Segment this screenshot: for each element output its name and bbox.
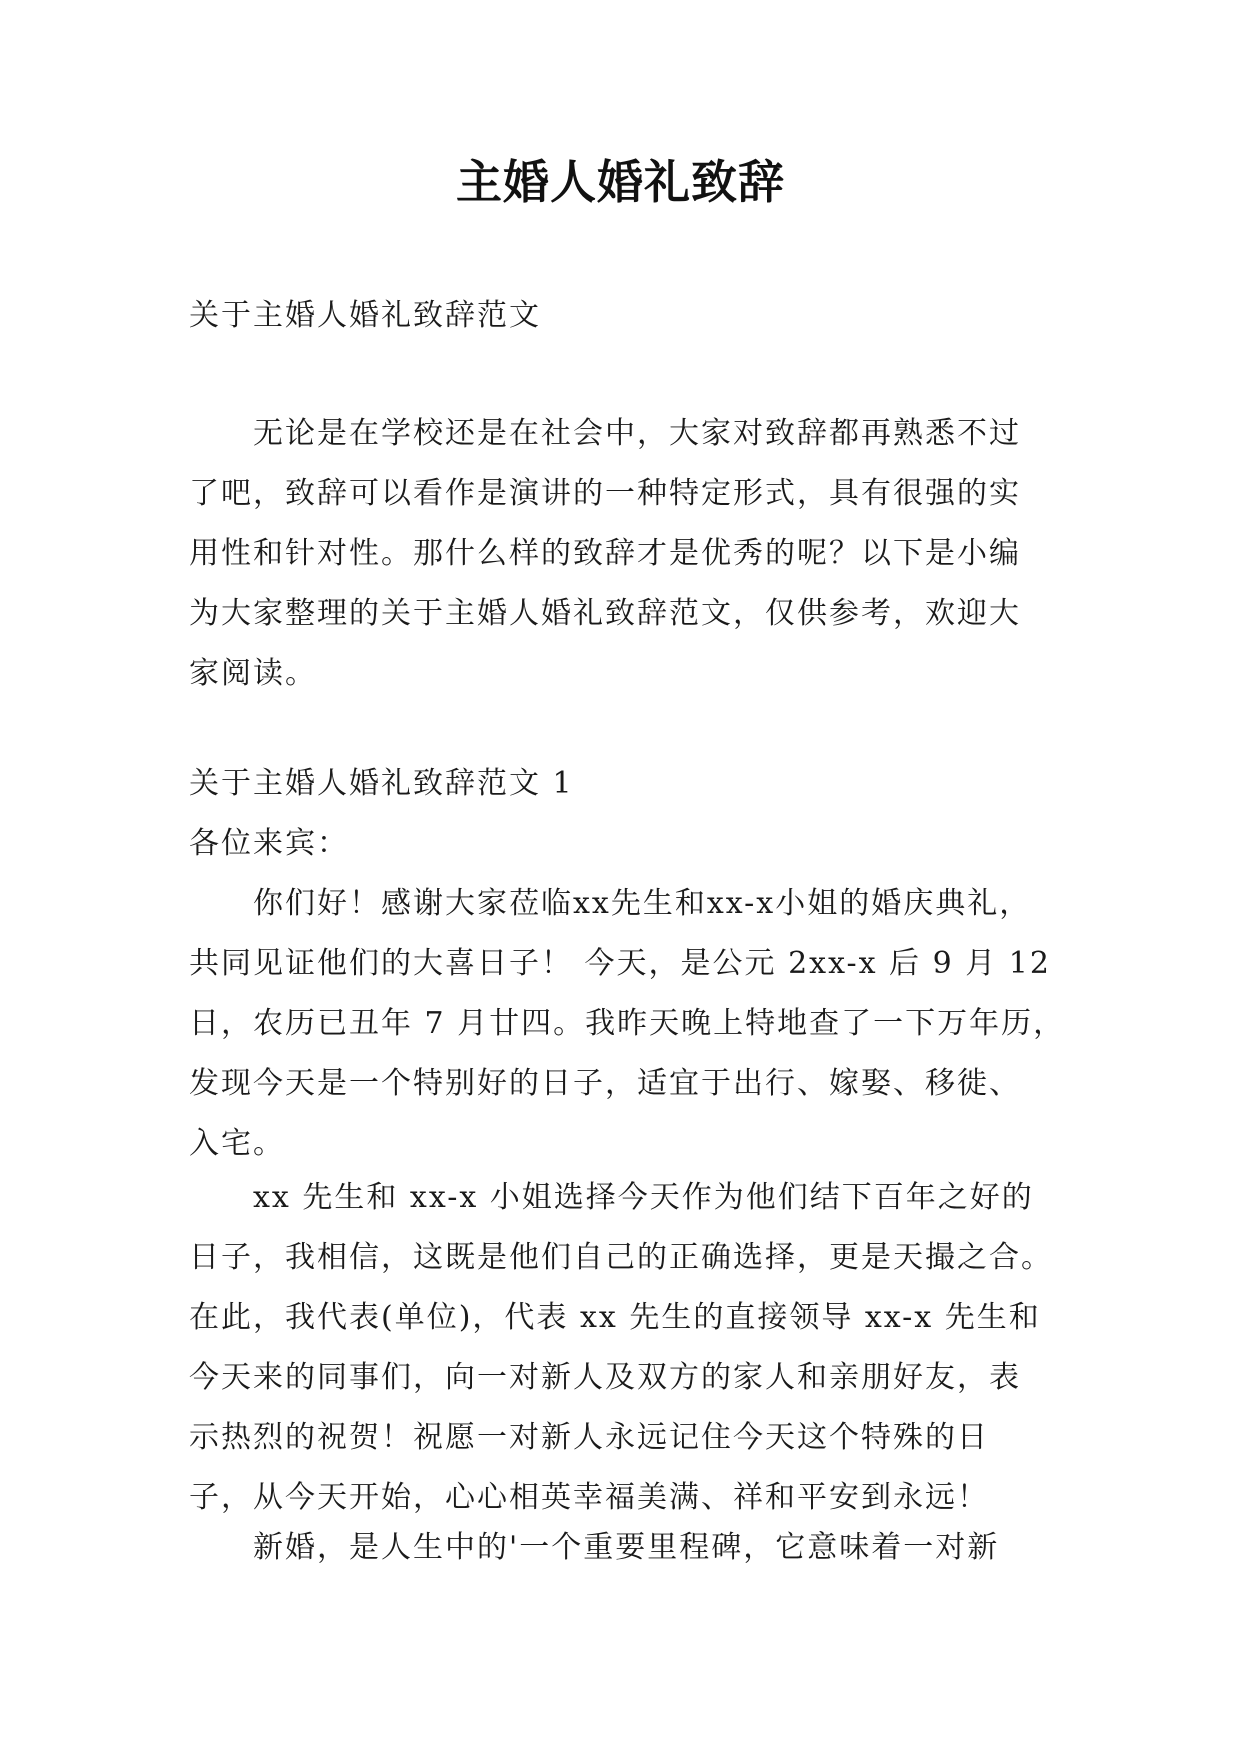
paragraph-line: 日，农历已丑年 7 月廿四。我昨天晚上特地查了一下万年历， — [189, 1006, 1066, 1041]
paragraph-line: 入宅。 — [189, 1126, 285, 1161]
intro-line: 了吧，致辞可以看作是演讲的一种特定形式，具有很强的实 — [189, 476, 1021, 511]
paragraph-line: 在此，我代表(单位)，代表 xx 先生的直接领导 xx-x 先生和 — [189, 1300, 1041, 1335]
paragraph-2 — [189, 1168, 1069, 1528]
paragraph-line: xx 先生和 xx-x 小姐选择今天作为他们结下百年之好的 — [253, 1180, 1034, 1215]
intro-line: 家阅读。 — [189, 656, 317, 691]
section-heading: 关于主婚人婚礼致辞范文 1 — [189, 766, 574, 801]
paragraph-3 — [189, 1518, 1069, 1578]
paragraph-line: 你们好！感谢大家莅临xx先生和xx-x小姐的婚庆典礼， — [253, 886, 1032, 921]
intro-paragraph — [189, 404, 1069, 704]
paragraph-line: 新婚，是人生中的'一个重要里程碑，它意味着一对新 — [253, 1530, 1000, 1565]
paragraph-1 — [189, 874, 1069, 1174]
paragraph-line: 示热烈的祝贺！祝愿一对新人永远记住今天这个特殊的日 — [189, 1420, 989, 1455]
salutation: 各位来宾： — [189, 826, 349, 861]
document-title: 主婚人婚礼致辞 — [456, 155, 785, 209]
intro-line: 无论是在学校还是在社会中，大家对致辞都再熟悉不过 — [253, 416, 1021, 451]
paragraph-line: 共同见证他们的大喜日子！ 今天，是公元 2xx-x 后 9 月 12 — [189, 946, 1051, 981]
paragraph-line: 今天来的同事们，向一对新人及双方的家人和亲朋好友，表 — [189, 1360, 1021, 1395]
intro-line: 为大家整理的关于主婚人婚礼致辞范文，仅供参考，欢迎大 — [189, 596, 1021, 631]
intro-line: 用性和针对性。那什么样的致辞才是优秀的呢？以下是小编 — [189, 536, 1021, 571]
paragraph-line: 子，从今天开始，心心相英幸福美满、祥和平安到永远！ — [189, 1480, 989, 1515]
document-subtitle: 关于主婚人婚礼致辞范文 — [189, 298, 541, 333]
paragraph-line: 发现今天是一个特别好的日子，适宜于出行、嫁娶、移徙、 — [189, 1066, 1021, 1101]
paragraph-line: 日子，我相信，这既是他们自己的正确选择，更是天撮之合。 — [189, 1240, 1053, 1275]
